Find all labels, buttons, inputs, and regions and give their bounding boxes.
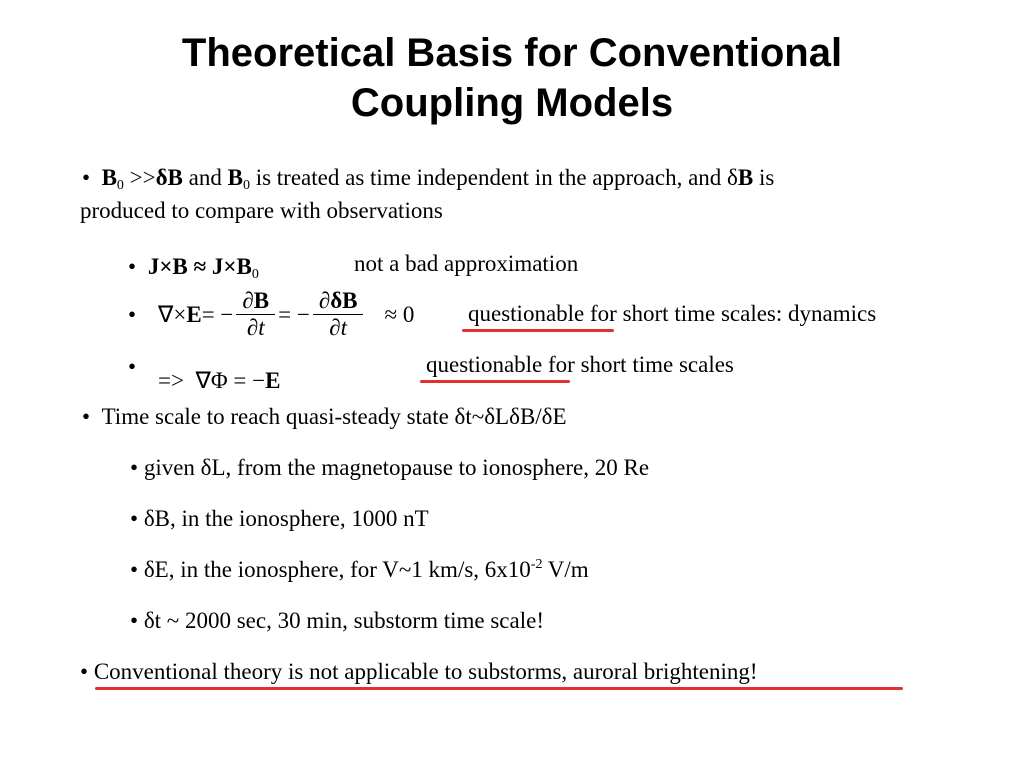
text-span: V/m	[542, 557, 589, 582]
e-field-symbol: E	[265, 368, 281, 393]
text-span: is treated as time independent in the approach, and δ	[249, 165, 738, 190]
approx-zero: ≈ 0	[384, 301, 415, 327]
equation-row-2-bullet: •	[128, 302, 137, 327]
bullet-marker: •	[130, 557, 139, 582]
exponent: -2	[530, 557, 543, 572]
grad-phi: ∇Φ = −	[195, 368, 266, 393]
red-underline-3	[95, 687, 903, 690]
text-span: Time scale to reach quasi-steady state δt~δLδB/δE	[101, 404, 567, 429]
fraction-db-dt	[236, 288, 275, 341]
sub-bullet-1	[130, 453, 649, 483]
implies-arrow: =>	[158, 368, 184, 393]
slide-title	[0, 28, 1024, 128]
bullet-item-1-continued: produced to compare with observations	[80, 198, 443, 223]
sub-bullet-2	[130, 504, 429, 534]
bullet-marker: •	[128, 254, 137, 279]
bullet-marker: •	[130, 506, 139, 531]
b0-symbol: B	[101, 165, 117, 190]
questionable-word: questionable	[468, 301, 585, 326]
title-line-1: Theoretical Basis for Conventional	[181, 31, 843, 75]
short-time-note	[426, 350, 734, 380]
subscript: 0	[251, 267, 259, 282]
sub-bullet-3	[130, 555, 589, 585]
faraday-equation	[158, 288, 414, 341]
text-span: = −	[201, 301, 234, 327]
numerator: ∂B	[236, 288, 275, 315]
numerator: ∂δB	[313, 288, 364, 315]
red-underline-2	[420, 380, 570, 383]
text-span: δt ~ 2000 sec, 30 min, substorm time scale!	[143, 608, 544, 633]
denominator: ∂t	[329, 315, 348, 340]
denominator: ∂t	[246, 315, 265, 340]
text-span: given δL, from the magnetopause to ionosphere, 20 Re	[143, 455, 650, 480]
b-symbol: B	[737, 165, 754, 190]
bullet-marker: •	[130, 455, 139, 480]
title-line-2: Coupling Models	[350, 81, 674, 125]
red-underline-1	[462, 329, 614, 332]
delta-b-symbol: δB	[155, 165, 183, 190]
text-span: δE, in the ionosphere, for V~1 km/s, 6x10	[143, 557, 531, 582]
b0-symbol: B	[227, 165, 243, 190]
bullet-marker: •	[80, 659, 89, 684]
text-span: >>	[123, 165, 156, 190]
text-span: δB, in the ionosphere, 1000 nT	[143, 506, 429, 531]
equation-row-3-bullet: •	[128, 354, 137, 379]
bullet-marker: •	[82, 165, 91, 190]
text-span: = −	[278, 301, 310, 327]
dynamics-note	[468, 299, 876, 329]
approximation-note: not a bad approximation	[354, 251, 579, 276]
jxb-formula: J×B ≈ J×B	[147, 254, 252, 279]
subscript: 0	[116, 178, 124, 193]
text-span: !	[749, 659, 758, 684]
text-span: for short time scales: dynamics	[584, 301, 877, 326]
sub-bullet-4	[130, 606, 544, 636]
curl-operator: ∇×	[158, 301, 187, 327]
bullet-marker: •	[130, 608, 139, 633]
text-span: and	[182, 165, 228, 190]
e-field-symbol: E	[186, 301, 202, 327]
bullet-item-3	[80, 657, 758, 687]
bullet-item-1	[82, 163, 774, 193]
text-span: Conventional theory is not applicable to substorms, auroral brightening	[93, 659, 750, 684]
subscript: 0	[242, 178, 250, 193]
potential-equation	[158, 366, 280, 396]
bullet-marker: •	[82, 404, 91, 429]
equation-row-1	[128, 252, 259, 282]
fraction-ddb-dt	[313, 288, 364, 341]
questionable-word: questionable	[426, 352, 543, 377]
bullet-item-2	[82, 402, 567, 432]
text-span: for short time scales	[542, 352, 734, 377]
text-span: is	[753, 165, 775, 190]
